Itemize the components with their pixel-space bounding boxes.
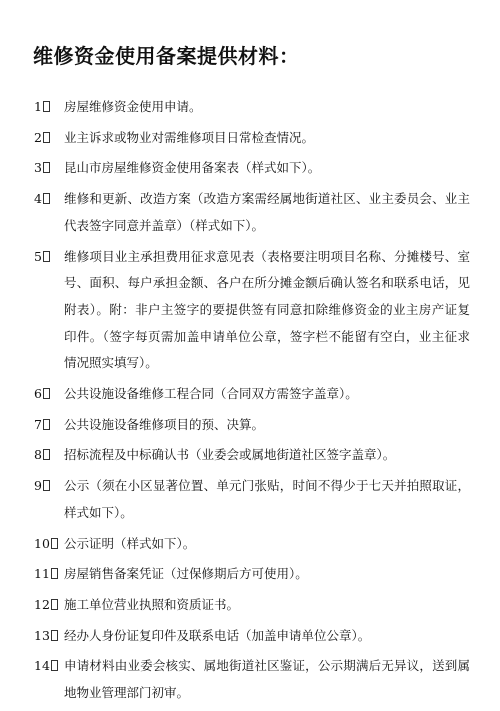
missing-glyph-box-icon [51,599,58,610]
missing-glyph-box-icon [43,101,50,112]
list-item [34,381,470,408]
item-number [34,381,50,408]
item-number-text: 5 [34,248,42,264]
item-text: 公示证明（样式如下）。 [64,535,196,551]
missing-glyph-box-icon [43,251,50,262]
list-item [34,561,470,588]
item-number [34,412,50,439]
item-number-text: 11 [34,566,50,582]
list-item [34,473,470,526]
item-text: 房屋销售备案凭证（过保修期后方可使用）。 [64,566,308,582]
item-number [34,623,58,650]
list-item [34,531,470,558]
item-number [34,125,50,152]
item-text: 业主诉求或物业对需维修项目日常检查情况。 [64,129,315,145]
missing-glyph-box-icon [43,449,50,460]
list-item [34,155,470,182]
item-text: 维修和更新、改造方案（改造方案需经属地街道社区、业主委员会、业主代表签字同意并盖章）（样式如下）。 [64,191,470,233]
item-number [34,244,50,271]
item-number-text: 7 [34,416,42,432]
materials-list [34,94,470,711]
document-title: 维修资金使用备案提供材料： [33,44,300,68]
item-number-text: 4 [34,191,42,207]
item-text: 房屋维修资金使用申请。 [64,99,202,114]
item-text: 申请材料由业委会核实、属地街道社区鉴证，公示期满后无异议，送到属地物业管理部门初审。 [64,658,470,701]
list-item [34,412,470,439]
missing-glyph-box-icon [51,660,58,671]
item-text: 经办人身份证复印件及联系电话（加盖申请单位公章）。 [64,627,371,643]
list-item [34,592,470,619]
item-number-text: 2 [34,129,42,145]
item-number [34,531,58,558]
item-number-text: 6 [34,386,42,402]
item-text: 招标流程及中标确认书（业委会或属地街道社区签字盖章）。 [64,447,396,463]
item-number-text: 9 [34,478,42,494]
missing-glyph-box-icon [51,538,58,549]
item-number [34,473,50,500]
list-item [34,125,470,152]
item-number-text: 14 [34,658,50,674]
item-number [34,186,50,213]
list-item [34,244,470,378]
item-number-text: 10 [34,535,50,551]
item-number [34,653,58,680]
missing-glyph-box-icon [43,132,50,143]
missing-glyph-box-icon [43,480,50,491]
item-number [34,94,50,121]
item-text: 施工单位营业执照和资质证书。 [64,596,240,612]
item-number [34,155,50,182]
item-number-text: 8 [34,447,42,463]
missing-glyph-box-icon [43,193,50,204]
missing-glyph-box-icon [43,388,50,399]
item-text: 昆山市房屋维修资金使用备案表（样式如下）。 [64,160,321,176]
list-item [34,653,470,706]
item-text: 公共设施设备维修项目的预、决算。 [64,416,265,432]
missing-glyph-box-icon [51,568,58,579]
list-item [34,186,470,239]
item-text: 维修项目业主承担费用征求意见表（表格要注明项目名称、分摊楼号、室号、面积、每户承担金额、各户在所分摊金额后确认签名和联系电话，见附表）。附：非户主签字的要提供签有同意扣除维修资金的业主房产证复印件。（签字每页需加盖申请单位公章，签字栏不能留有空白，业主征求情况照实填写）。 [64,248,470,371]
list-item [34,623,470,650]
item-number-text: 13 [34,627,50,643]
item-text: 公共设施设备维修工程合同（合同双方需签字盖章）。 [64,386,358,402]
list-item [34,442,470,469]
item-number-text: 3 [34,160,42,176]
item-number [34,442,50,469]
missing-glyph-box-icon [43,162,50,173]
item-number [34,592,58,619]
missing-glyph-box-icon [51,630,58,641]
item-number-text: 1 [34,99,42,114]
item-text: 公示（须在小区显著位置、单元门张贴，时间不得少于七天并拍照取证，样式如下）。 [64,478,470,520]
missing-glyph-box-icon [43,419,50,430]
item-number [34,561,58,588]
item-number-text: 12 [34,596,50,612]
list-item [34,94,470,121]
